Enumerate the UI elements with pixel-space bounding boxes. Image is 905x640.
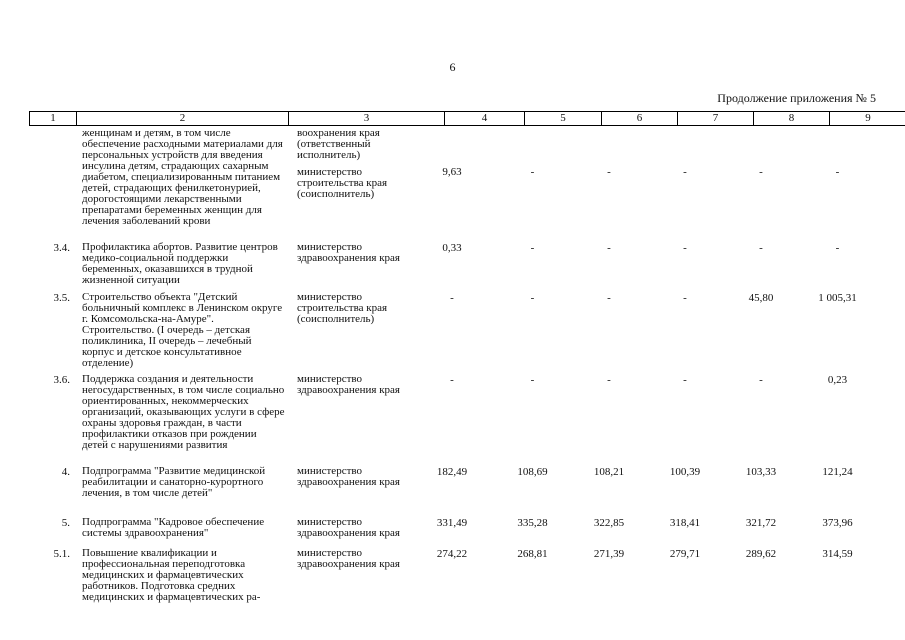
row-number: 4. xyxy=(61,466,70,478)
value-col-7: - xyxy=(683,292,687,304)
row-description: Поддержка создания и деятельности негосударственных, в том числе социально ориентированных, некоммерческих организаций, оказывающих услуги в сфере охраны здоровья граждан, в части профилактики отказов при рождении детей с нарушениями развития xyxy=(82,373,285,451)
executor: министерство здравоохранения края xyxy=(297,373,400,396)
executor: министерство здравоохранения края xyxy=(297,465,400,488)
executor: министерство строительства края (соисполнитель) xyxy=(297,291,388,325)
value-col-7: 318,41 xyxy=(669,517,701,529)
row-number: 5.1. xyxy=(53,548,70,560)
value-col-4: 182,49 xyxy=(436,466,468,478)
value-col-8: - xyxy=(759,166,763,178)
value-col-5: 335,28 xyxy=(517,517,548,529)
row-description: Повышение квалификации и профессиональная переподготовка медицинских и фармацевтических работников. Подготовка средних медицинских и фармацевтических ра- xyxy=(82,547,261,603)
value-col-9: - xyxy=(835,242,840,254)
value-col-8: - xyxy=(759,242,763,254)
row-number: 5. xyxy=(61,517,70,529)
value-col-7: 279,71 xyxy=(669,548,701,560)
row-number: 3.6. xyxy=(53,374,70,386)
column-header-1: 1 xyxy=(30,112,77,126)
row-executors xyxy=(297,292,429,325)
column-header-9: 9 xyxy=(830,112,905,126)
column-header-3: 3 xyxy=(289,112,445,126)
value-col-6: - xyxy=(607,292,611,304)
row-description: Подпрограмма "Кадровое обеспечение системы здравоохранения" xyxy=(82,516,265,539)
executor: министерство строительства края (соисполнитель) xyxy=(297,166,388,200)
value-col-5: - xyxy=(530,166,535,178)
value-col-5: 108,69 xyxy=(517,466,548,478)
column-header-2: 2 xyxy=(77,112,289,126)
value-col-8: - xyxy=(759,374,763,386)
value-col-9: 0,23 xyxy=(827,374,848,386)
value-col-4: - xyxy=(450,374,454,386)
value-col-9: - xyxy=(835,166,840,178)
value-col-6: - xyxy=(607,374,611,386)
value-col-7: 100,39 xyxy=(669,466,701,478)
row-executors xyxy=(297,548,429,570)
value-col-9: 373,96 xyxy=(822,517,853,529)
value-col-8: 321,72 xyxy=(745,517,777,529)
row-executors xyxy=(297,374,429,396)
value-col-6: - xyxy=(607,242,611,254)
row-description: Профилактика абортов. Развитие центров медико-социальной поддержки беременных, оказавшихся в трудной жизненной ситуации xyxy=(82,241,278,286)
row-executors xyxy=(297,128,429,200)
value-col-8: 45,80 xyxy=(748,292,774,304)
row-description: Строительство объекта "Детский больничный комплекс в Ленинском округе г. Комсомольска-на-Амуре". Строительство. (I очередь – детская поликлиника, II очередь – лечебный корпус и детское консультативное отделение) xyxy=(82,291,283,369)
row-number: 3.4. xyxy=(53,242,70,254)
value-col-4: 0,33 xyxy=(442,242,462,254)
row-description: Подпрограмма "Развитие медицинской реабилитации и санаторно-курортного лечения, в том числе детей" xyxy=(82,465,266,499)
column-header-8: 8 xyxy=(754,112,830,126)
value-col-9: 121,24 xyxy=(822,466,853,478)
value-col-6: 271,39 xyxy=(593,548,625,560)
value-col-6: 108,21 xyxy=(593,466,625,478)
appendix-continuation-label: Продолжение приложения № 5 xyxy=(717,91,876,105)
row-description: женщинам и детям, в том числе обеспечение расходными материалами для персональных устройств для введения инсулина детям, страдающих сахарным диабетом, специализированным питанием детей, страдающих фенилкетонурией, дорогостоящими лекарственными препаратами беременных женщин для лечения заболеваний крови xyxy=(82,127,283,227)
row-executors xyxy=(297,517,429,539)
value-col-4: - xyxy=(450,292,454,304)
value-col-9: 314,59 xyxy=(822,548,853,560)
executor: министерство здравоохранения края xyxy=(297,547,400,570)
executor: министерство здравоохранения края xyxy=(297,516,400,539)
value-col-5: - xyxy=(530,374,535,386)
value-col-5: - xyxy=(530,292,535,304)
row-number: 3.5. xyxy=(53,292,70,304)
value-col-7: - xyxy=(683,242,687,254)
value-col-4: 331,49 xyxy=(436,517,468,529)
value-col-4: 9,63 xyxy=(442,166,462,178)
value-col-8: 289,62 xyxy=(745,548,777,560)
column-number-header xyxy=(29,111,905,126)
row-executors xyxy=(297,242,429,264)
value-col-6: 322,85 xyxy=(593,517,625,529)
column-header-7: 7 xyxy=(678,112,754,126)
page-number: 6 xyxy=(449,60,456,74)
value-col-8: 103,33 xyxy=(745,466,777,478)
column-header-4: 4 xyxy=(445,112,525,126)
value-col-4: 274,22 xyxy=(436,548,468,560)
value-col-7: - xyxy=(683,374,687,386)
value-col-5: - xyxy=(530,242,535,254)
value-col-9: 1 005,31 xyxy=(818,292,857,304)
executor: воохранения края (ответственный исполнитель) xyxy=(297,127,380,161)
value-col-7: - xyxy=(683,166,687,178)
executor: министерство здравоохранения края xyxy=(297,241,400,264)
column-header-6: 6 xyxy=(602,112,678,126)
value-col-6: - xyxy=(607,166,611,178)
row-executors xyxy=(297,466,429,488)
value-col-5: 268,81 xyxy=(517,548,548,560)
column-header-5: 5 xyxy=(525,112,602,126)
